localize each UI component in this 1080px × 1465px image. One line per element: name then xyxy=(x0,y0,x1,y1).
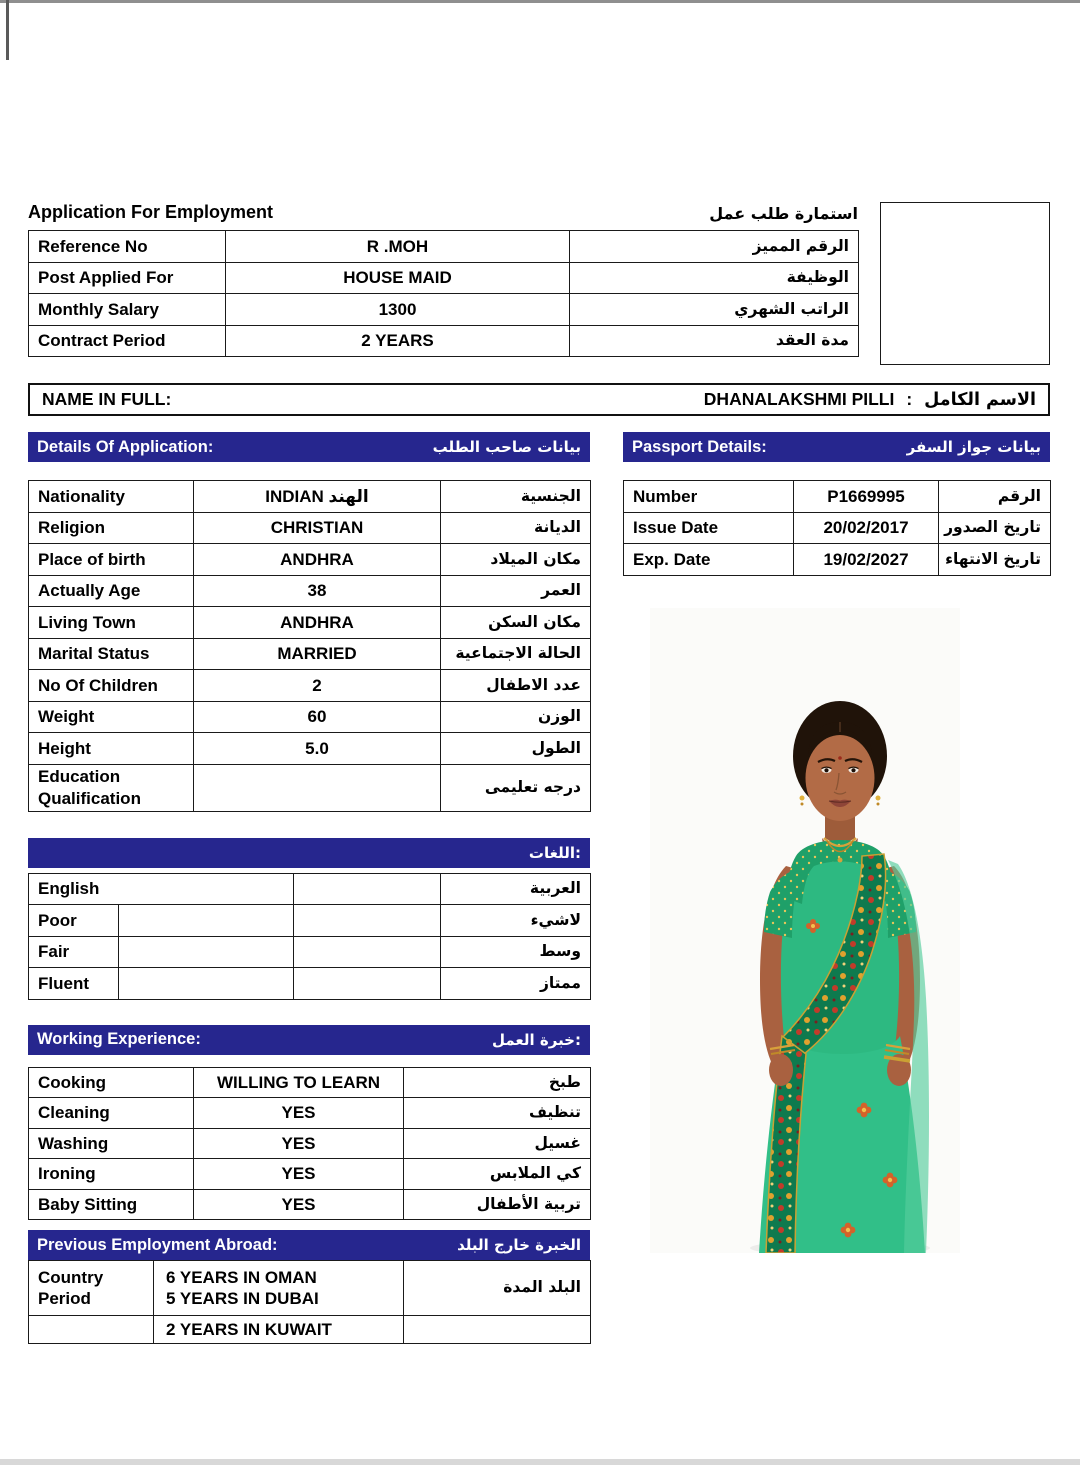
field-label: Reference No xyxy=(29,231,226,263)
field-value: INDIAN الهند xyxy=(194,481,441,513)
right-column xyxy=(623,432,1050,1253)
proficiency-label-arabic: وسط xyxy=(441,936,591,968)
title-row xyxy=(28,202,858,223)
field-label-arabic: الحالة الاجتماعية xyxy=(441,638,591,670)
proficiency-label: Poor xyxy=(29,905,119,937)
name-label-arabic: الاسم الكامل xyxy=(924,389,1036,410)
skill-value: YES xyxy=(194,1189,404,1220)
section-title: Previous Employment Abroad: xyxy=(37,1235,278,1254)
applicant-photo xyxy=(650,608,960,1253)
empty-cell xyxy=(294,905,441,937)
page-title: Application For Employment xyxy=(28,202,274,222)
employment-entry: 2 YEARS IN KUWAIT xyxy=(154,1316,404,1344)
skill-label-arabic: كي الملابس xyxy=(404,1159,591,1190)
table-row xyxy=(29,1159,591,1190)
field-label-arabic: البلد المدة xyxy=(404,1261,591,1316)
field-label-arabic: العمر xyxy=(441,575,591,607)
section-title-arabic: الخبرة خارج البلد xyxy=(457,1236,581,1254)
experience-section-header xyxy=(28,1025,590,1055)
field-value: ANDHRA xyxy=(194,607,441,639)
field-label: Religion xyxy=(29,512,194,544)
two-column-layout xyxy=(28,432,1050,1344)
details-section-header xyxy=(28,432,590,462)
table-row xyxy=(29,905,591,937)
skill-value: YES xyxy=(194,1159,404,1190)
table-row xyxy=(29,1189,591,1220)
proficiency-label-arabic: لاشيء xyxy=(441,905,591,937)
field-label-arabic: الوزن xyxy=(441,701,591,733)
bindi xyxy=(838,756,842,760)
top-section xyxy=(28,202,1050,357)
left-column xyxy=(28,432,590,1344)
empty-cell xyxy=(29,1316,154,1344)
field-value: 20/02/2017 xyxy=(794,512,939,544)
field-label: Exp. Date xyxy=(624,544,794,576)
field-label-line1: Country xyxy=(38,1267,104,1287)
skill-label: Cooking xyxy=(29,1067,194,1098)
table-row xyxy=(29,638,591,670)
table-row xyxy=(29,575,591,607)
field-label-arabic: عدد الاطفال xyxy=(441,670,591,702)
table-row xyxy=(29,481,591,513)
field-label: Education Qualification xyxy=(29,764,194,811)
field-label-arabic: الطول xyxy=(441,733,591,765)
field-label: Nationality xyxy=(29,481,194,513)
table-row xyxy=(29,733,591,765)
scan-artifact-left xyxy=(6,0,9,60)
table-row xyxy=(29,968,591,1000)
table-row xyxy=(29,1067,591,1098)
empty-cell xyxy=(119,905,294,937)
field-label-arabic: مكان الميلاد xyxy=(441,544,591,576)
face xyxy=(806,735,875,821)
field-label-arabic: الراتب الشهري xyxy=(570,294,859,326)
field-value: P1669995 xyxy=(794,481,939,513)
empty-cell xyxy=(404,1316,591,1344)
field-label-arabic: الجنسية xyxy=(441,481,591,513)
table-row xyxy=(29,701,591,733)
table-row xyxy=(29,607,591,639)
table-row xyxy=(29,512,591,544)
left-eye xyxy=(822,767,832,773)
name-right-group xyxy=(704,389,1036,410)
skill-label: Washing xyxy=(29,1128,194,1159)
table-row xyxy=(29,873,591,905)
employment-entries xyxy=(154,1261,404,1316)
employment-entry: 5 YEARS IN DUBAI xyxy=(166,1289,319,1308)
table-row xyxy=(29,1316,591,1344)
name-separator: : xyxy=(906,389,913,409)
field-label-arabic: الرقم xyxy=(939,481,1051,513)
table-row xyxy=(624,512,1051,544)
field-value: 2 YEARS xyxy=(226,325,570,357)
field-label-arabic: مكان السكن xyxy=(441,607,591,639)
field-label: Number xyxy=(624,481,794,513)
skill-label-arabic: طبخ xyxy=(404,1067,591,1098)
field-label: Place of birth xyxy=(29,544,194,576)
proficiency-label: Fluent xyxy=(29,968,119,1000)
employment-summary-table xyxy=(28,230,859,357)
table-row xyxy=(29,262,859,294)
field-value: 2 xyxy=(194,670,441,702)
table-row xyxy=(624,481,1051,513)
table-row xyxy=(29,1098,591,1129)
field-value: 38 xyxy=(194,575,441,607)
field-value: 1300 xyxy=(226,294,570,326)
languages-section-header xyxy=(28,838,590,868)
field-label: Height xyxy=(29,733,194,765)
skill-label-arabic: غسيل xyxy=(404,1128,591,1159)
field-value: CHRISTIAN xyxy=(194,512,441,544)
passport-section-header xyxy=(623,432,1050,462)
name-value: DHANALAKSHMI PILLI xyxy=(703,389,895,409)
section-title: Passport Details: xyxy=(632,437,767,456)
field-value: ANDHRA xyxy=(194,544,441,576)
table-row xyxy=(624,544,1051,576)
field-value: R .MOH xyxy=(226,231,570,263)
passport-table xyxy=(623,480,1051,576)
field-label: Post Applied For xyxy=(29,262,226,294)
table-row xyxy=(29,544,591,576)
section-title-arabic: اللغات: xyxy=(528,843,581,862)
field-label: Contract Period xyxy=(29,325,226,357)
scan-artifact-bottom xyxy=(0,1459,1080,1465)
language-column-arabic: العربية xyxy=(441,873,591,905)
table-row xyxy=(29,231,859,263)
empty-cell xyxy=(294,873,441,905)
skill-value: WILLING TO LEARN xyxy=(194,1067,404,1098)
page-title-arabic: استمارة طلب عمل xyxy=(709,204,858,223)
table-row xyxy=(29,670,591,702)
field-label: Issue Date xyxy=(624,512,794,544)
field-label: Weight xyxy=(29,701,194,733)
photo-placeholder-box xyxy=(880,202,1050,365)
field-value xyxy=(194,764,441,811)
table-row xyxy=(29,764,591,811)
previous-employment-table xyxy=(28,1260,591,1344)
skill-value: YES xyxy=(194,1098,404,1129)
empty-cell xyxy=(294,936,441,968)
right-eye xyxy=(849,767,859,773)
empty-cell xyxy=(294,968,441,1000)
field-value: MARRIED xyxy=(194,638,441,670)
field-label: Marital Status xyxy=(29,638,194,670)
name-row xyxy=(28,383,1050,416)
table-row xyxy=(29,294,859,326)
field-label-arabic: تاريخ الانتهاء xyxy=(939,544,1051,576)
field-label: Living Town xyxy=(29,607,194,639)
skill-label: Baby Sitting xyxy=(29,1189,194,1220)
section-title: Details Of Application: xyxy=(37,437,214,456)
language-column-english: English xyxy=(29,873,294,905)
section-title-arabic: بيانات صاحب الطلب xyxy=(432,438,581,456)
section-title: Working Experience: xyxy=(37,1030,201,1048)
proficiency-label-arabic: ممتاز xyxy=(441,968,591,1000)
field-label xyxy=(29,1261,154,1316)
employment-entry: 6 YEARS IN OMAN xyxy=(166,1267,317,1287)
details-table xyxy=(28,480,591,812)
field-label-arabic: درجه تعليمى xyxy=(441,764,591,811)
field-label-arabic: تاريخ الصدور xyxy=(939,512,1051,544)
field-value: 5.0 xyxy=(194,733,441,765)
skill-label: Ironing xyxy=(29,1159,194,1190)
field-value: 60 xyxy=(194,701,441,733)
field-label: Actually Age xyxy=(29,575,194,607)
empty-cell xyxy=(119,936,294,968)
field-label-arabic: الوظيفة xyxy=(570,262,859,294)
table-row xyxy=(29,1128,591,1159)
section-title-arabic: بيانات جواز السفر xyxy=(906,438,1041,456)
languages-table xyxy=(28,873,591,1000)
proficiency-label: Fair xyxy=(29,936,119,968)
previous-employment-section-header xyxy=(28,1230,590,1260)
woman-in-green-saree-illustration xyxy=(650,608,960,1253)
skill-label-arabic: تربية الأطفال xyxy=(404,1189,591,1220)
field-value: HOUSE MAID xyxy=(226,262,570,294)
scan-artifact-top xyxy=(0,0,1080,3)
field-label-arabic: الرقم المميز xyxy=(570,231,859,263)
skill-value: YES xyxy=(194,1128,404,1159)
table-row xyxy=(29,1261,591,1316)
field-label: Monthly Salary xyxy=(29,294,226,326)
field-label-arabic: مدة العقد xyxy=(570,325,859,357)
section-title-arabic: خبرة العمل: xyxy=(491,1030,581,1049)
field-label-line2: Period xyxy=(38,1289,91,1308)
field-label-arabic: الديانة xyxy=(441,512,591,544)
field-value: 19/02/2027 xyxy=(794,544,939,576)
table-row xyxy=(29,936,591,968)
empty-cell xyxy=(119,968,294,1000)
skill-label: Cleaning xyxy=(29,1098,194,1129)
table-row xyxy=(29,325,859,357)
skill-label-arabic: تنظيف xyxy=(404,1098,591,1129)
name-label: NAME IN FULL: xyxy=(42,389,172,409)
field-label: No Of Children xyxy=(29,670,194,702)
experience-table xyxy=(28,1067,591,1221)
